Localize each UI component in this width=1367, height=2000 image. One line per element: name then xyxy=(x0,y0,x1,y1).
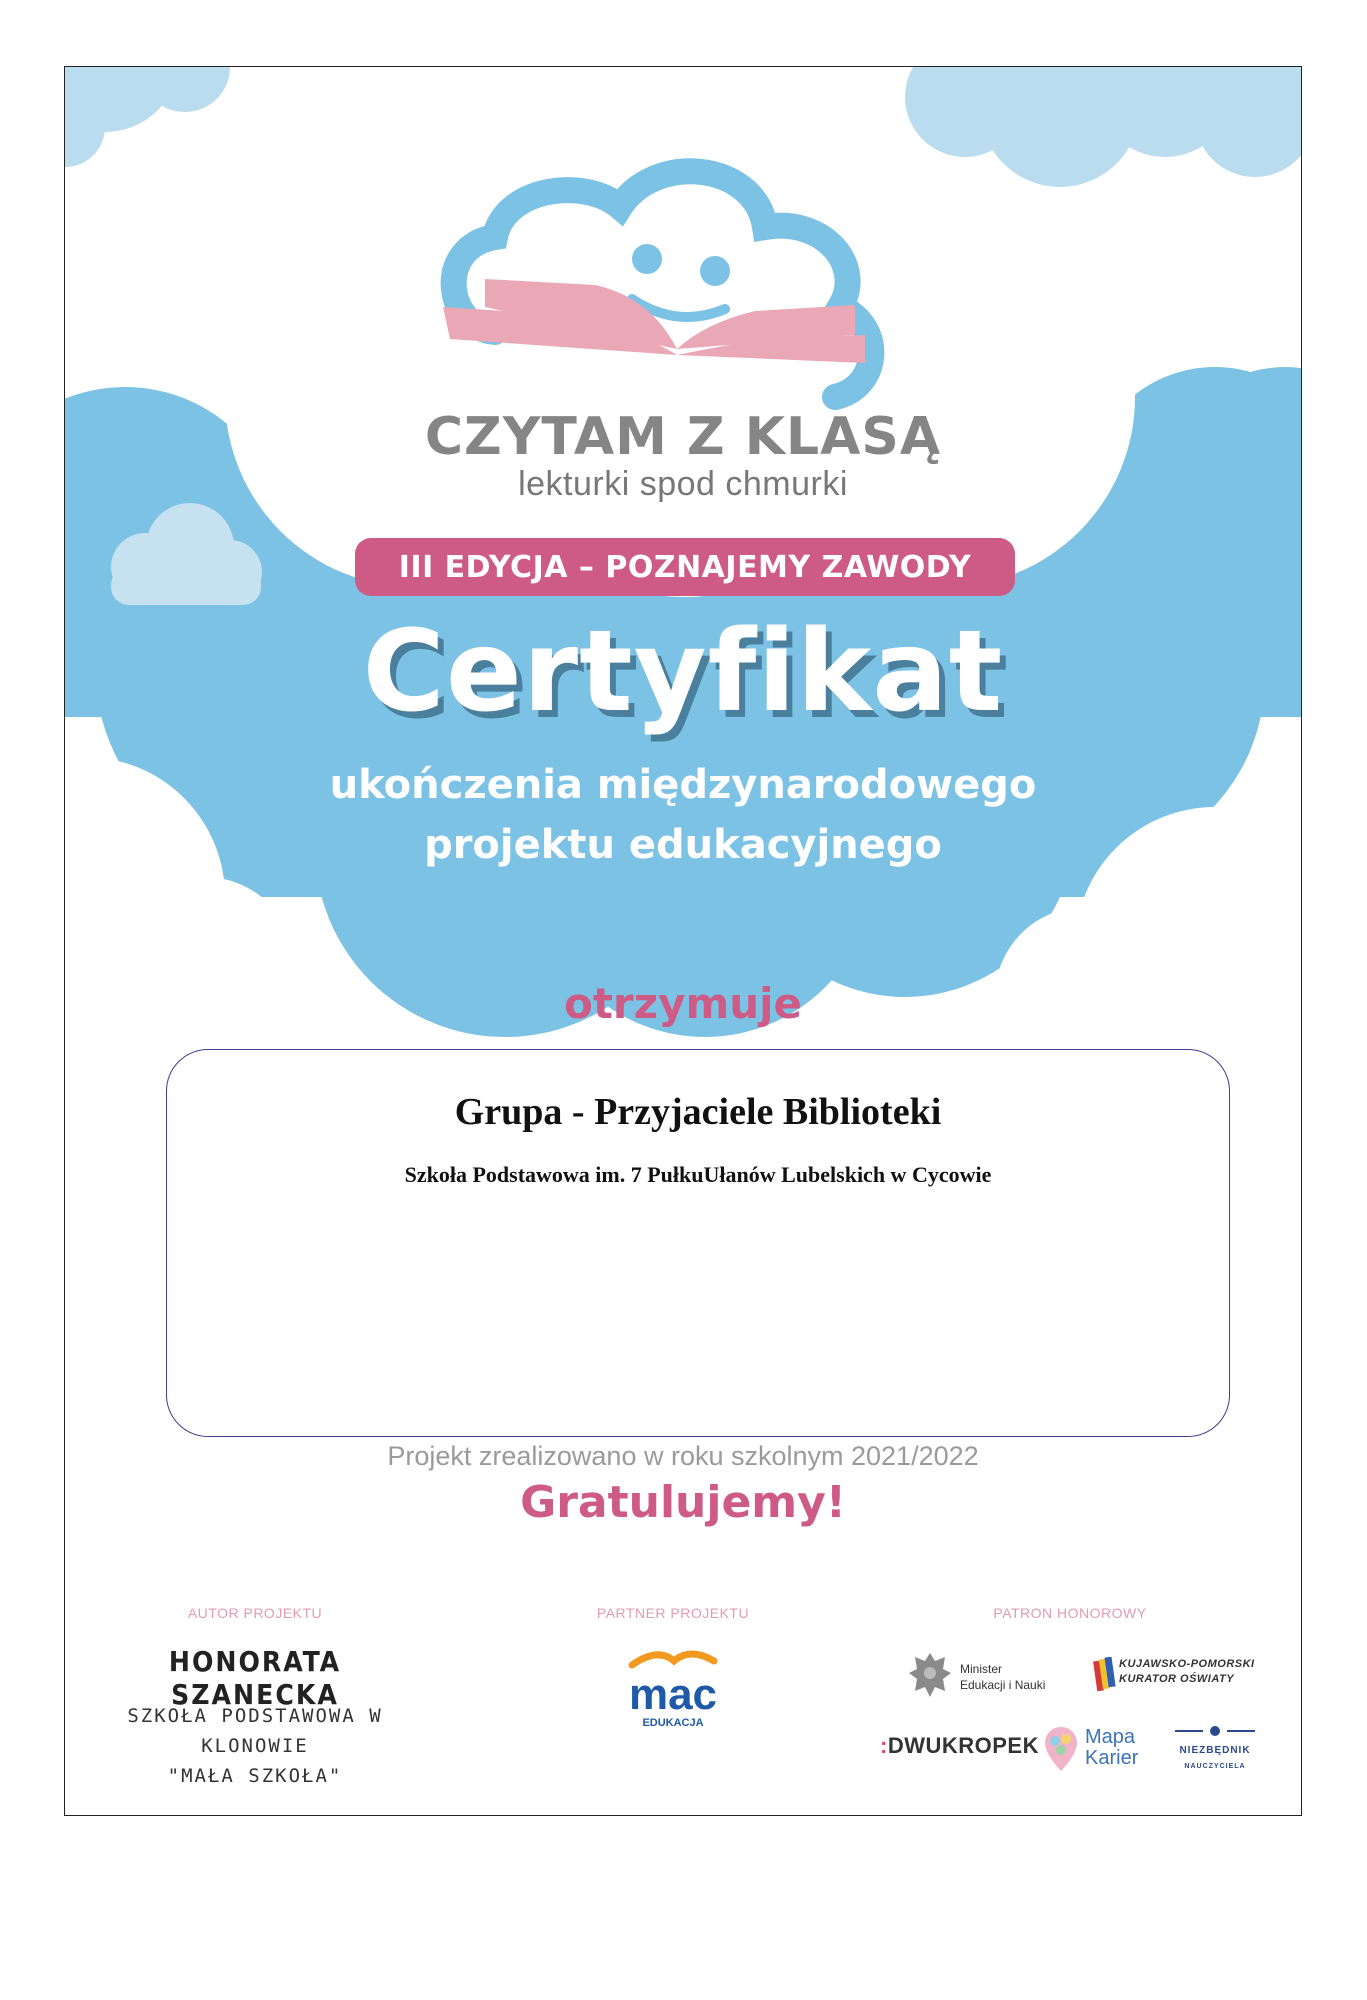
school-year-text: Projekt zrealizowano w roku szkolnym 2021/2022 xyxy=(387,1441,979,1471)
receives-label: otrzymuje xyxy=(563,979,802,1028)
map-pin-icon xyxy=(1043,1725,1079,1773)
edition-badge: III EDYCJA – POZNAJEMY ZAWODY xyxy=(355,538,1015,596)
recipient-school: Szkoła Podstawowa im. 7 PułkuUłanów Lubelskich w Cycowie xyxy=(404,1162,992,1187)
niezbednik-check-icon xyxy=(1175,1724,1255,1738)
niezbednik-line1: NIEZBĘDNIK xyxy=(1179,1745,1251,1756)
mapa-line2: Karier xyxy=(1085,1747,1139,1769)
certificate-title: Certyfikat xyxy=(362,607,1004,737)
kurator-line2: KURATOR OŚWIATY xyxy=(1119,1673,1235,1685)
minister-logo xyxy=(960,1661,1045,1693)
top-right-cloud xyxy=(905,67,1302,187)
dwukropek-colon-icon: : xyxy=(880,1733,888,1758)
top-left-cloud xyxy=(65,67,230,167)
certificate-subtitle-line2: projektu edukacyjnego xyxy=(424,822,942,868)
mac-arc-icon xyxy=(628,1647,718,1669)
patron-label: PATRON HONOROWY xyxy=(993,1605,1147,1621)
certificate-page xyxy=(64,66,1302,1816)
cloud-background xyxy=(65,67,1302,1816)
congrats-text: Gratulujemy! xyxy=(520,1477,846,1528)
dwukropek-logo xyxy=(880,1733,1039,1759)
brand-subtitle: lekturki spod chmurki xyxy=(518,465,848,503)
recipient-name: Grupa - Przyjaciele Biblioteki xyxy=(454,1091,942,1133)
brand-title: CZYTAM Z KLASĄ xyxy=(424,407,942,467)
minister-line2: Edukacji i Nauki xyxy=(960,1678,1046,1692)
author-label: AUTOR PROJEKTU xyxy=(187,1605,323,1621)
mac-logo-word: mac xyxy=(628,1670,718,1719)
mac-logo-sub: EDUKACJA xyxy=(642,1717,704,1729)
dwukropek-text: DWUKROPEK xyxy=(887,1733,1039,1758)
minister-line1: Minister xyxy=(960,1662,1003,1676)
recipient-box xyxy=(166,1049,1230,1437)
author-school-line1: SZKOŁA PODSTAWOWA W KLONOWIE xyxy=(127,1705,383,1757)
certificate-subtitle-line1: ukończenia międzynarodowego xyxy=(329,762,1037,808)
mapa-line1: Mapa xyxy=(1085,1726,1136,1748)
eagle-emblem-icon xyxy=(907,1649,953,1701)
white-top-area xyxy=(225,137,1135,597)
kurator-logo xyxy=(1119,1657,1255,1687)
kurator-line1: KUJAWSKO-POMORSKI xyxy=(1119,1658,1255,1670)
niezbednik-logo xyxy=(1170,1743,1260,1775)
mapa-karier-logo xyxy=(1085,1727,1138,1769)
author-name: HONORATA SZANECKA xyxy=(168,1645,342,1711)
mac-logo xyxy=(613,1647,733,1729)
author-school xyxy=(95,1701,415,1791)
author-school-line2: "MAŁA SZKOŁA" xyxy=(167,1765,343,1787)
kurator-flag-icon xyxy=(1093,1657,1117,1693)
niezbednik-line2: NAUCZYCIELA xyxy=(1184,1763,1246,1770)
partner-label: PARTNER PROJEKTU xyxy=(596,1605,750,1621)
